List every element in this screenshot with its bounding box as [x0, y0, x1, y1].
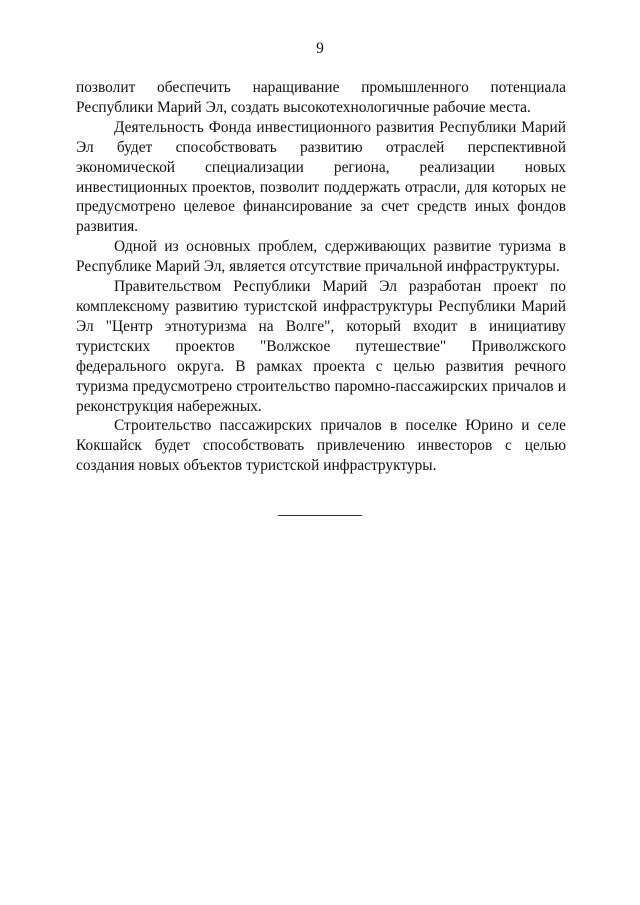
page-number: 9	[316, 40, 324, 57]
paragraph-ethnotourism-project: Правительством Республики Марий Эл разработан проект по комплексному развитию туристской инфраструктуры Республики Марий Эл "Центр этнотуризма на Волге", который входит в инициативу туристских проектов "Волжское путешествие" Приволжского федерального округа. В рамках проекта с целью развития речного туризма предусмотрено строительство паромно-пассажирских причалов и реконструкция набережных.	[76, 278, 566, 415]
paragraph-tourism-problem: Одной из основных проблем, сдерживающих развитие туризма в Республике Марий Эл, является отсутствие причальной инфраструктуры.	[76, 238, 566, 276]
body-text	[76, 78, 566, 476]
paragraph-continuation: позволит обеспечить наращивание промышленного потенциала Республики Марий Эл, создать высокотехнологичные рабочие места.	[76, 79, 566, 116]
end-divider-line	[278, 515, 362, 516]
paragraph-investment-fund: Деятельность Фонда инвестиционного развития Республики Марий Эл будет способствовать развитию отраслей перспективной экономической специализации региона, реализации новых инвестиционных проектов, позволит поддержать отрасли, для которых не предусмотрено целевое финансирование за счет средств иных фондов развития.	[76, 118, 566, 236]
paragraph-piers-construction: Строительство пассажирских причалов в поселке Юрино и селе Кокшайск будет способствовать привлечению инвесторов с целью создания новых объектов туристской инфраструктуры.	[76, 417, 566, 475]
